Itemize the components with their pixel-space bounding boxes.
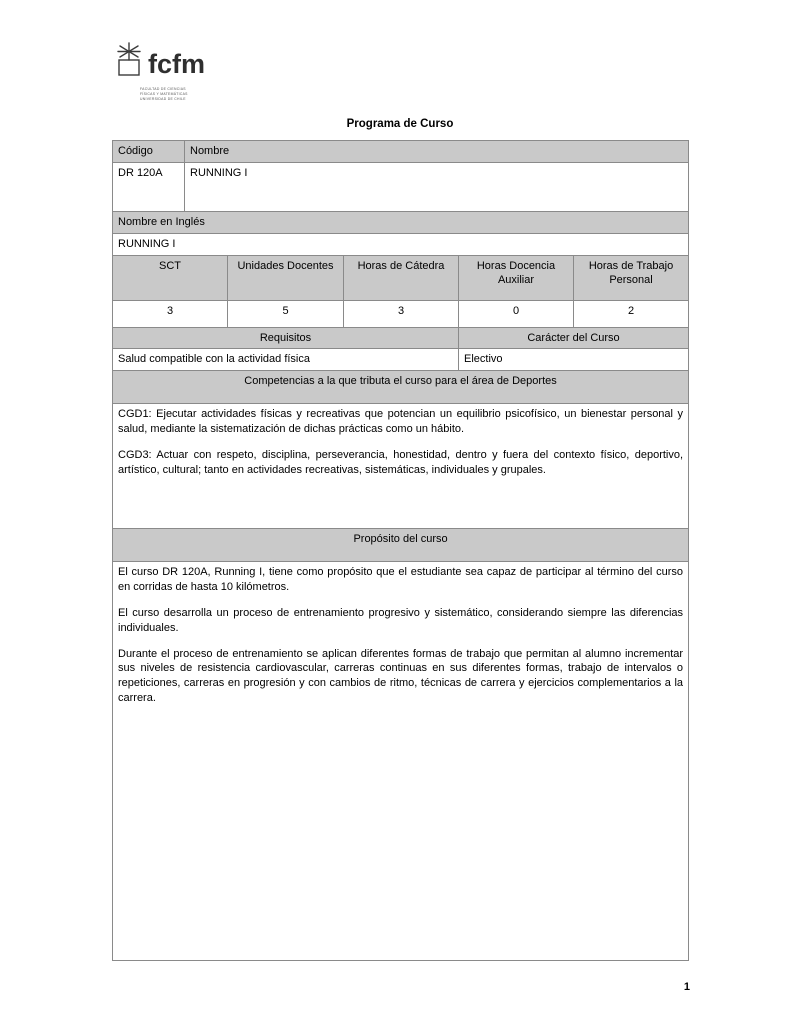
sct-value: 3 <box>113 300 228 327</box>
table-row <box>113 349 689 371</box>
nombre-value: RUNNING I <box>185 162 689 211</box>
page-title: Programa de Curso <box>346 118 454 130</box>
horas-catedra-header: Horas de Cátedra <box>344 255 459 300</box>
table-row <box>113 404 689 529</box>
requisitos-header: Requisitos <box>113 327 459 349</box>
requisitos-value: Salud compatible con la actividad física <box>113 349 459 371</box>
fcfm-logo-icon <box>112 40 222 86</box>
codigo-header: Código <box>113 141 185 163</box>
proposito-header: Propósito del curso <box>113 529 689 562</box>
logo-caption-line3: UNIVERSIDAD DE CHILE <box>140 97 186 102</box>
table-row <box>113 529 689 562</box>
proposito-paragraph-2: El curso desarrolla un proceso de entrenamiento progresivo y sistemático, considerando siempre las diferencias individuales. <box>118 606 684 634</box>
horas-trabajo-personal-header: Horas de Trabajo Personal <box>574 255 689 300</box>
table-row <box>113 233 689 255</box>
nombre-ingles-value: RUNNING I <box>113 233 689 255</box>
course-program-table <box>112 140 689 961</box>
nombre-ingles-header: Nombre en Inglés <box>113 211 689 233</box>
codigo-value: DR 120A <box>113 162 185 211</box>
logo-caption <box>140 87 232 102</box>
proposito-body <box>113 562 689 961</box>
table-row <box>113 162 689 211</box>
logo-caption-line2: FÍSICAS Y MATEMÁTICAS <box>140 92 188 97</box>
sct-header: SCT <box>113 255 228 300</box>
competencia-cgd1: CGD1: Ejecutar actividades físicas y recreativas que potencian un equilibrio psicofísico, un bienestar personal y salud, mediante la sistematización de dichas prácticas como un hábito. <box>118 408 684 436</box>
caracter-curso-value: Electivo <box>459 349 689 371</box>
page-number: 1 <box>683 981 690 993</box>
table-row <box>113 211 689 233</box>
unidades-docentes-header: Unidades Docentes <box>228 255 344 300</box>
horas-trabajo-personal-value: 2 <box>574 300 689 327</box>
competencias-header: Competencias a la que tributa el curso para el área de Deportes <box>113 371 689 404</box>
horas-docencia-auxiliar-header: Horas Docencia Auxiliar <box>459 255 574 300</box>
horas-catedra-value: 3 <box>344 300 459 327</box>
table-row <box>113 255 689 300</box>
caracter-curso-header: Carácter del Curso <box>459 327 689 349</box>
logo-caption-line1: FACULTAD DE CIENCIAS <box>140 87 186 91</box>
unidades-docentes-value: 5 <box>228 300 344 327</box>
svg-text:fcfm: fcfm <box>148 49 206 79</box>
table-row <box>113 141 689 163</box>
proposito-paragraph-3: Durante el proceso de entrenamiento se aplican diferentes formas de trabajo que permitan al alumno incrementar sus niveles de resistencia cardiovascular, carreras continuas en sus diferentes formas, trabajo de intervalos o repeticiones, carreras en progresión y con cambios de ritmo, técnicas de carrera y ejercicios complementarios a la carrera. <box>118 647 684 705</box>
table-row <box>113 327 689 349</box>
faculty-logo <box>112 40 232 100</box>
table-row <box>113 562 689 961</box>
nombre-header: Nombre <box>185 141 689 163</box>
proposito-paragraph-1: El curso DR 120A, Running I, tiene como propósito que el estudiante sea capaz de participar al término del curso en corridas de hasta 10 kilómetros. <box>118 566 684 594</box>
table-row <box>113 300 689 327</box>
table-row <box>113 371 689 404</box>
horas-docencia-auxiliar-value: 0 <box>459 300 574 327</box>
competencias-body <box>113 404 689 529</box>
competencia-cgd3: CGD3: Actuar con respeto, disciplina, perseverancia, honestidad, dentro y fuera del contexto físico, deportivo, artístico, cultural; tanto en actividades recreativas, sistemáticas, individuales y grupales. <box>118 448 684 476</box>
